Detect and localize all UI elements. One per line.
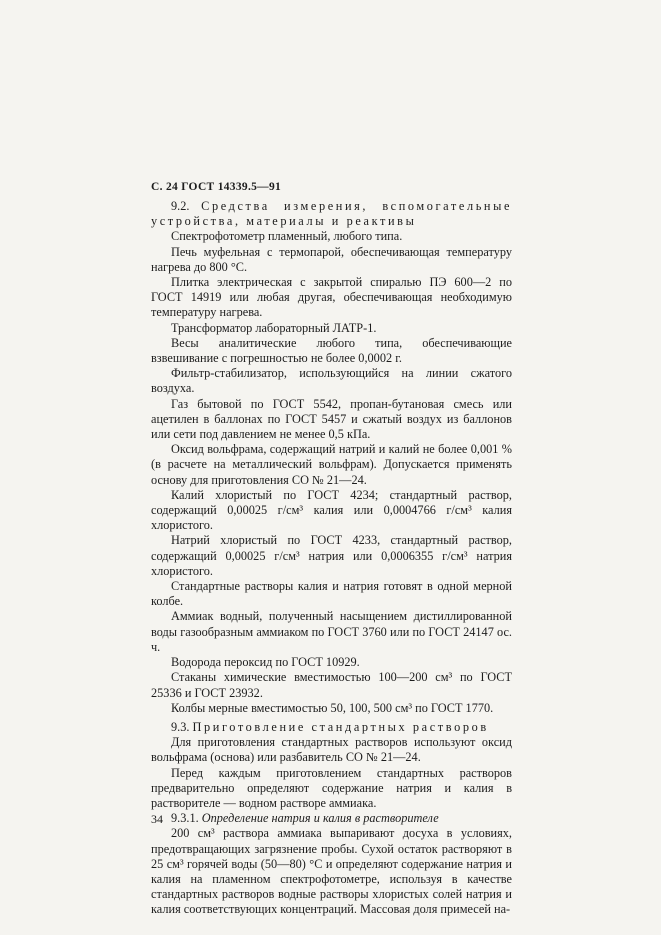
page-number: 34 xyxy=(151,812,163,826)
paragraph: Стаканы химические вместимостью 100—200 см³ по ГОСТ 25336 и ГОСТ 23932. xyxy=(151,670,512,700)
page-header: С. 24 ГОСТ 14339.5—91 xyxy=(151,181,282,193)
paragraph: Водорода пероксид по ГОСТ 10929. xyxy=(171,655,360,670)
paragraph: Печь муфельная с термопарой, обеспечивающая температуру нагрева до 800 °С. xyxy=(151,244,512,274)
paragraph: Фильтр-стабилизатор, использующийся на линии сжатого воздуха. xyxy=(151,366,512,396)
paragraph: Стандартные растворы калия и натрия готовят в одной мерной колбе. xyxy=(151,579,512,609)
section-title: Средства измерения, вспомогательные устройства, материалы и реактивы xyxy=(151,199,513,229)
paragraph: Перед каждым приготовлением стандартных растворов предварительно определяют содержание натрия и калия в растворителе — водном растворе аммиака. xyxy=(151,765,512,810)
section-title: Определение натрия и калия в растворителе xyxy=(201,811,439,826)
paragraph: Трансформатор лабораторный ЛАТР-1. xyxy=(171,320,377,335)
paragraph: Спектрофотометр пламенный, любого типа. xyxy=(171,229,403,244)
paragraph: Плитка электрическая с закрытой спиралью ПЭ 600—2 по ГОСТ 14919 или любая другая, обеспечивающая необходимую температуру нагрева. xyxy=(151,275,512,320)
section-number: 9.3. xyxy=(171,719,190,734)
paragraph: Весы аналитические любого типа, обеспечивающие взвешивание с погрешностью не более 0,0002 г. xyxy=(151,335,512,366)
section-heading xyxy=(151,720,512,735)
section-number: 9.3.1. xyxy=(171,811,199,826)
paragraph: 200 см³ раствора аммиака выпаривают досуха в условиях, предотвращающих загрязнение пробы. Сухой остаток растворяют в 25 см³ горячей воды (50—80) °С и определяют содержание натрия и калия на пламенном спектрофотометре, используя в качестве стандартных растворов водные растворы хлористых солей натрия и калия соответствующих концентраций. Массовая доля примесей на- xyxy=(151,826,512,917)
subsection-heading xyxy=(151,811,512,826)
section-number: 9.2. xyxy=(171,199,190,213)
paragraph: Аммиак водный, полученный насыщением дистиллированной воды газообразным аммиаком по ГОСТ 3760 или по ГОСТ 24147 ос. ч. xyxy=(151,609,512,654)
paragraph: Колбы мерные вместимостью 50, 100, 500 см³ по ГОСТ 1770. xyxy=(171,700,494,715)
document-body xyxy=(151,199,512,918)
paragraph: Для приготовления стандартных растворов используют оксид вольфрама (основа) или разбавитель СО № 21—24. xyxy=(151,735,512,765)
section-heading xyxy=(151,199,512,229)
paragraph: Оксид вольфрама, содержащий натрий и калий не более 0,001 % (в расчете на металлический вольфрам). Допускается применять основу для приготовления СО № 21—24. xyxy=(151,442,512,487)
section-title: Приготовление стандартных растворов xyxy=(192,719,489,734)
paragraph: Натрий хлористый по ГОСТ 4233, стандартный раствор, содержащий 0,00025 г/см³ натрия или 0,0006355 г/см³ натрия хлористого. xyxy=(151,533,512,578)
paragraph: Газ бытовой по ГОСТ 5542, пропан-бутановая смесь или ацетилен в баллонах по ГОСТ 5457 и сжатый воздух из баллонов или сети под давлением не менее 0,5 кПа. xyxy=(151,396,512,442)
paragraph: Калий хлористый по ГОСТ 4234; стандартный раствор, содержащий 0,00025 г/см³ калия или 0,0004766 г/см³ калия хлористого. xyxy=(151,487,512,533)
